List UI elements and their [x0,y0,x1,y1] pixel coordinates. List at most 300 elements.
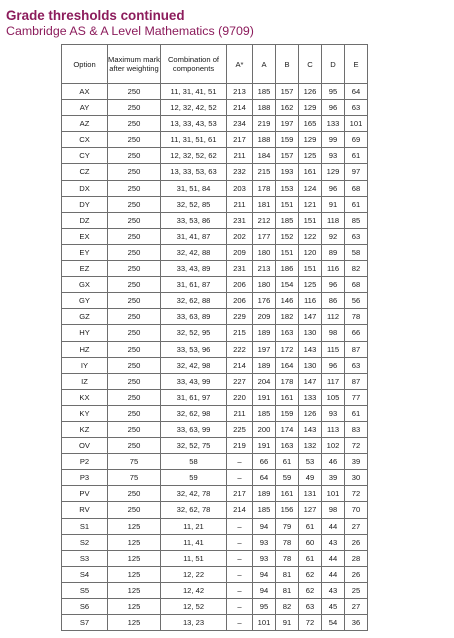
combination-cell: 32, 62, 88 [161,293,227,309]
combination-cell: 32, 62, 98 [161,405,227,421]
grade-b-cell: 91 [276,615,299,631]
combination-cell: 31, 61, 97 [161,389,227,405]
grade-c-cell: 133 [299,389,322,405]
grade-a-cell: 189 [253,325,276,341]
grade-b-cell: 197 [276,116,299,132]
grade-c-cell: 127 [299,502,322,518]
header-combination: Combination of components [161,45,227,84]
combination-cell: 12, 32, 52, 62 [161,148,227,164]
table-body [62,84,368,631]
grade-a-star-cell: 206 [227,277,253,293]
grade-e-cell: 36 [345,615,368,631]
max-mark-cell: 125 [108,582,161,598]
table-header-row [62,45,368,84]
grade-a-cell: 180 [253,277,276,293]
grade-a-cell: 189 [253,357,276,373]
combination-cell: 11, 51 [161,550,227,566]
grade-a-star-cell: 219 [227,438,253,454]
grade-a-star-cell: 229 [227,309,253,325]
grade-b-cell: 159 [276,132,299,148]
grade-a-star-cell: 217 [227,132,253,148]
grade-b-cell: 163 [276,438,299,454]
table-row [62,534,368,550]
table-row [62,196,368,212]
grade-e-cell: 83 [345,421,368,437]
combination-cell: 31, 41, 87 [161,228,227,244]
table-row [62,244,368,260]
combination-cell: 33, 43, 99 [161,373,227,389]
grade-d-cell: 43 [322,582,345,598]
combination-cell: 12, 42 [161,582,227,598]
option-cell: S2 [62,534,108,550]
header-maximum-mark: Maximum mark after weighting [108,45,161,84]
grade-c-cell: 147 [299,309,322,325]
option-cell: HZ [62,341,108,357]
grade-a-cell: 94 [253,518,276,534]
grade-d-cell: 45 [322,599,345,615]
grade-a-star-cell: 211 [227,405,253,421]
grade-e-cell: 28 [345,550,368,566]
option-cell: S3 [62,550,108,566]
grade-a-cell: 204 [253,373,276,389]
grade-a-cell: 64 [253,470,276,486]
combination-cell: 32, 42, 78 [161,486,227,502]
table-row [62,309,368,325]
max-mark-cell: 250 [108,421,161,437]
table-row [62,228,368,244]
grade-a-star-cell: 232 [227,164,253,180]
grade-b-cell: 78 [276,550,299,566]
combination-cell: 32, 42, 88 [161,244,227,260]
grade-a-cell: 176 [253,293,276,309]
grade-c-cell: 143 [299,421,322,437]
table-row [62,341,368,357]
grade-thresholds-table [61,44,368,631]
grade-e-cell: 64 [345,84,368,100]
combination-cell: 33, 63, 99 [161,421,227,437]
grade-c-cell: 116 [299,293,322,309]
max-mark-cell: 250 [108,277,161,293]
table-row [62,454,368,470]
grade-a-star-cell: 214 [227,502,253,518]
option-cell: GY [62,293,108,309]
table-row [62,357,368,373]
grade-b-cell: 146 [276,293,299,309]
grade-a-cell: 191 [253,438,276,454]
grade-d-cell: 44 [322,518,345,534]
grade-d-cell: 43 [322,534,345,550]
grade-c-cell: 126 [299,405,322,421]
max-mark-cell: 250 [108,373,161,389]
table-row [62,261,368,277]
header-grade-e: E [345,45,368,84]
grade-a-cell: 66 [253,454,276,470]
grade-b-cell: 78 [276,534,299,550]
grade-a-star-cell: – [227,566,253,582]
grade-b-cell: 153 [276,180,299,196]
grade-e-cell: 82 [345,261,368,277]
max-mark-cell: 125 [108,599,161,615]
grade-d-cell: 93 [322,405,345,421]
grade-c-cell: 122 [299,228,322,244]
grade-e-cell: 87 [345,373,368,389]
combination-cell: 32, 42, 98 [161,357,227,373]
page-title: Grade thresholds continued [6,8,185,23]
grade-a-cell: 178 [253,180,276,196]
combination-cell: 59 [161,470,227,486]
option-cell: DZ [62,212,108,228]
table-row [62,132,368,148]
grade-a-star-cell: – [227,454,253,470]
option-cell: KZ [62,421,108,437]
grade-a-cell: 197 [253,341,276,357]
option-cell: GX [62,277,108,293]
grade-a-star-cell: 234 [227,116,253,132]
max-mark-cell: 75 [108,454,161,470]
option-cell: KX [62,389,108,405]
grade-a-star-cell: 231 [227,212,253,228]
grade-a-cell: 93 [253,550,276,566]
grade-a-star-cell: 203 [227,180,253,196]
grade-c-cell: 131 [299,486,322,502]
combination-cell: 32, 62, 78 [161,502,227,518]
max-mark-cell: 250 [108,261,161,277]
grade-e-cell: 77 [345,389,368,405]
max-mark-cell: 250 [108,180,161,196]
max-mark-cell: 75 [108,470,161,486]
max-mark-cell: 250 [108,389,161,405]
grade-d-cell: 115 [322,341,345,357]
grade-a-star-cell: 214 [227,357,253,373]
grade-a-cell: 93 [253,534,276,550]
combination-cell: 12, 52 [161,599,227,615]
header-grade-b: B [276,45,299,84]
grade-d-cell: 113 [322,421,345,437]
grade-e-cell: 68 [345,180,368,196]
grade-d-cell: 96 [322,277,345,293]
combination-cell: 32, 52, 75 [161,438,227,454]
header-grade-c: C [299,45,322,84]
header-grade-a: A [253,45,276,84]
grade-e-cell: 68 [345,277,368,293]
grade-c-cell: 125 [299,277,322,293]
grade-d-cell: 129 [322,164,345,180]
option-cell: DY [62,196,108,212]
grade-a-cell: 181 [253,196,276,212]
option-cell: CY [62,148,108,164]
table-row [62,164,368,180]
grade-a-cell: 189 [253,486,276,502]
grade-b-cell: 157 [276,84,299,100]
grade-a-star-cell: 206 [227,293,253,309]
grade-a-star-cell: – [227,518,253,534]
grade-a-cell: 185 [253,502,276,518]
table-row [62,277,368,293]
grade-c-cell: 61 [299,550,322,566]
combination-cell: 33, 43, 89 [161,261,227,277]
grade-d-cell: 102 [322,438,345,454]
grade-d-cell: 92 [322,228,345,244]
option-cell: IZ [62,373,108,389]
grade-a-star-cell: 211 [227,196,253,212]
grade-b-cell: 172 [276,341,299,357]
grade-b-cell: 162 [276,100,299,116]
grade-a-star-cell: 231 [227,261,253,277]
table-row [62,502,368,518]
grade-b-cell: 156 [276,502,299,518]
table-row [62,582,368,598]
grade-a-star-cell: 202 [227,228,253,244]
option-cell: EY [62,244,108,260]
table-row [62,212,368,228]
max-mark-cell: 250 [108,84,161,100]
grade-c-cell: 132 [299,438,322,454]
grade-c-cell: 165 [299,116,322,132]
option-cell: KY [62,405,108,421]
grade-a-cell: 185 [253,405,276,421]
grade-d-cell: 39 [322,470,345,486]
combination-cell: 33, 53, 86 [161,212,227,228]
table-row [62,486,368,502]
option-cell: EZ [62,261,108,277]
combination-cell: 11, 31, 41, 51 [161,84,227,100]
grade-d-cell: 133 [322,116,345,132]
option-cell: IY [62,357,108,373]
grade-c-cell: 49 [299,470,322,486]
combination-cell: 13, 23 [161,615,227,631]
option-cell: PV [62,486,108,502]
grade-d-cell: 98 [322,325,345,341]
grade-a-cell: 213 [253,261,276,277]
option-cell: HY [62,325,108,341]
grade-c-cell: 124 [299,180,322,196]
option-cell: EX [62,228,108,244]
max-mark-cell: 250 [108,405,161,421]
grade-c-cell: 151 [299,212,322,228]
grade-e-cell: 85 [345,212,368,228]
option-cell: S6 [62,599,108,615]
max-mark-cell: 250 [108,341,161,357]
max-mark-cell: 250 [108,293,161,309]
grade-e-cell: 78 [345,309,368,325]
grade-e-cell: 87 [345,341,368,357]
combination-cell: 12, 22 [161,566,227,582]
table-row [62,421,368,437]
table-row [62,566,368,582]
max-mark-cell: 250 [108,325,161,341]
grade-c-cell: 62 [299,582,322,598]
table-row [62,438,368,454]
grade-a-cell: 184 [253,148,276,164]
table-row [62,389,368,405]
grade-a-cell: 188 [253,100,276,116]
grade-d-cell: 86 [322,293,345,309]
grade-d-cell: 118 [322,212,345,228]
header-grade-d: D [322,45,345,84]
combination-cell: 33, 53, 96 [161,341,227,357]
grade-b-cell: 81 [276,566,299,582]
header-grade-a-star: A* [227,45,253,84]
grade-e-cell: 26 [345,566,368,582]
grade-a-star-cell: – [227,550,253,566]
grade-d-cell: 46 [322,454,345,470]
grade-a-cell: 101 [253,615,276,631]
max-mark-cell: 250 [108,212,161,228]
grade-b-cell: 193 [276,164,299,180]
grade-a-star-cell: – [227,534,253,550]
grade-b-cell: 61 [276,454,299,470]
page-subtitle: Cambridge AS & A Level Mathematics (9709) [6,24,254,38]
grade-d-cell: 112 [322,309,345,325]
grade-c-cell: 125 [299,148,322,164]
option-cell: S1 [62,518,108,534]
grade-c-cell: 147 [299,373,322,389]
option-cell: P2 [62,454,108,470]
max-mark-cell: 250 [108,309,161,325]
grade-d-cell: 96 [322,100,345,116]
combination-cell: 32, 52, 85 [161,196,227,212]
max-mark-cell: 125 [108,534,161,550]
grade-a-star-cell: 213 [227,84,253,100]
grade-d-cell: 117 [322,373,345,389]
grade-c-cell: 143 [299,341,322,357]
table-row [62,148,368,164]
grade-a-cell: 95 [253,599,276,615]
max-mark-cell: 250 [108,100,161,116]
max-mark-cell: 250 [108,228,161,244]
table-row [62,405,368,421]
max-mark-cell: 250 [108,357,161,373]
grade-a-cell: 185 [253,84,276,100]
grade-c-cell: 130 [299,325,322,341]
option-cell: S7 [62,615,108,631]
combination-cell: 58 [161,454,227,470]
combination-cell: 31, 61, 87 [161,277,227,293]
table-row [62,116,368,132]
grade-a-star-cell: 227 [227,373,253,389]
option-cell: AX [62,84,108,100]
table-row [62,518,368,534]
combination-cell: 32, 52, 95 [161,325,227,341]
grade-a-cell: 94 [253,566,276,582]
grade-c-cell: 63 [299,599,322,615]
grade-b-cell: 178 [276,373,299,389]
option-cell: CZ [62,164,108,180]
grade-e-cell: 39 [345,454,368,470]
grade-b-cell: 186 [276,261,299,277]
grade-d-cell: 99 [322,132,345,148]
max-mark-cell: 125 [108,550,161,566]
grade-b-cell: 154 [276,277,299,293]
grade-a-star-cell: – [227,582,253,598]
max-mark-cell: 250 [108,116,161,132]
grade-e-cell: 26 [345,534,368,550]
grade-d-cell: 96 [322,357,345,373]
combination-cell: 11, 31, 51, 61 [161,132,227,148]
option-cell: S5 [62,582,108,598]
grade-a-star-cell: 215 [227,325,253,341]
grade-b-cell: 185 [276,212,299,228]
option-cell: OV [62,438,108,454]
combination-cell: 11, 41 [161,534,227,550]
option-cell: S4 [62,566,108,582]
grade-b-cell: 82 [276,599,299,615]
grade-d-cell: 116 [322,261,345,277]
grade-e-cell: 72 [345,438,368,454]
grade-e-cell: 72 [345,486,368,502]
grade-b-cell: 182 [276,309,299,325]
grade-a-star-cell: 217 [227,486,253,502]
grade-d-cell: 54 [322,615,345,631]
table-row [62,615,368,631]
max-mark-cell: 250 [108,486,161,502]
grade-d-cell: 101 [322,486,345,502]
grade-a-star-cell: – [227,599,253,615]
grade-b-cell: 59 [276,470,299,486]
grade-c-cell: 61 [299,518,322,534]
option-cell: AY [62,100,108,116]
grade-c-cell: 62 [299,566,322,582]
grade-c-cell: 72 [299,615,322,631]
max-mark-cell: 125 [108,615,161,631]
table-row [62,599,368,615]
grade-c-cell: 129 [299,100,322,116]
table-row [62,470,368,486]
grade-a-star-cell: 225 [227,421,253,437]
grade-b-cell: 161 [276,389,299,405]
grade-d-cell: 98 [322,502,345,518]
combination-cell: 33, 63, 89 [161,309,227,325]
grade-a-star-cell: 222 [227,341,253,357]
combination-cell: 31, 51, 84 [161,180,227,196]
grade-e-cell: 27 [345,518,368,534]
option-cell: P3 [62,470,108,486]
grade-d-cell: 91 [322,196,345,212]
combination-cell: 13, 33, 53, 63 [161,164,227,180]
grade-d-cell: 89 [322,244,345,260]
grade-a-cell: 188 [253,132,276,148]
grade-d-cell: 95 [322,84,345,100]
grade-a-cell: 215 [253,164,276,180]
grade-a-cell: 209 [253,309,276,325]
grade-b-cell: 151 [276,196,299,212]
grade-e-cell: 61 [345,196,368,212]
combination-cell: 12, 32, 42, 52 [161,100,227,116]
table-row [62,325,368,341]
grade-e-cell: 61 [345,405,368,421]
grade-b-cell: 157 [276,148,299,164]
grade-a-star-cell: – [227,470,253,486]
grade-a-cell: 191 [253,389,276,405]
grade-e-cell: 97 [345,164,368,180]
grade-d-cell: 93 [322,148,345,164]
combination-cell: 13, 33, 43, 53 [161,116,227,132]
grade-a-cell: 180 [253,244,276,260]
grade-e-cell: 70 [345,502,368,518]
grade-c-cell: 120 [299,244,322,260]
max-mark-cell: 250 [108,438,161,454]
option-cell: GZ [62,309,108,325]
grade-c-cell: 53 [299,454,322,470]
grade-a-star-cell: 214 [227,100,253,116]
grade-a-cell: 177 [253,228,276,244]
grade-b-cell: 152 [276,228,299,244]
grade-e-cell: 58 [345,244,368,260]
max-mark-cell: 125 [108,566,161,582]
grade-a-star-cell: 211 [227,148,253,164]
option-cell: AZ [62,116,108,132]
grade-c-cell: 60 [299,534,322,550]
